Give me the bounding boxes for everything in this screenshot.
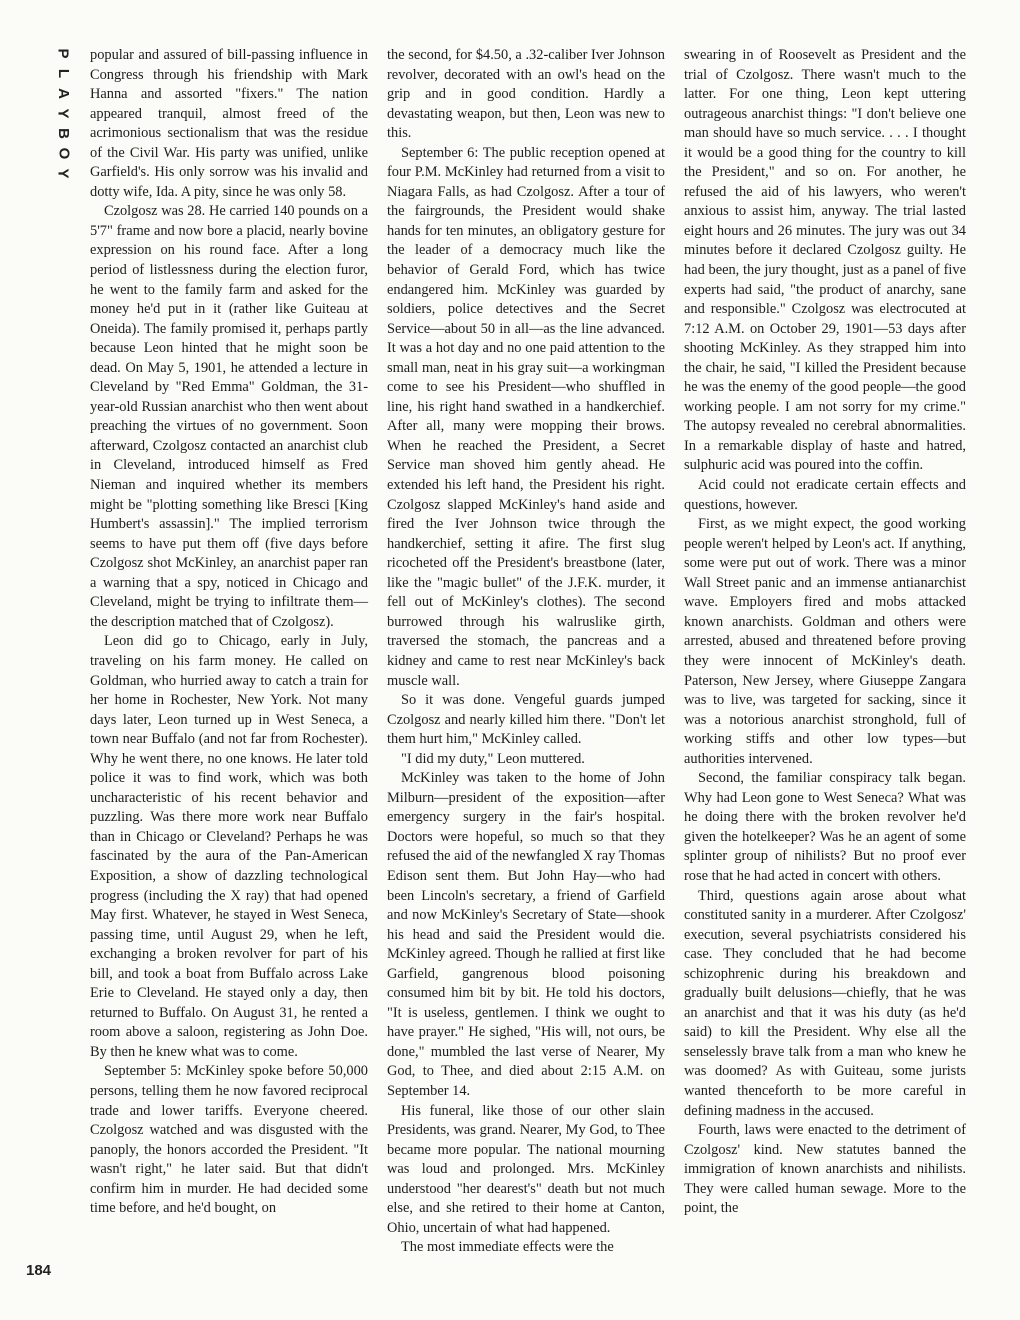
article-column-3 [684, 46, 966, 1219]
paragraph: September 6: The public reception opened at four P.M. McKinley had returned from a visit to Niagara Falls, as had Czolgosz. After a tour of the fairgrounds, the President would shake hands for ten minutes, an obligatory gesture for the leader of a democracy much like the behavior of Gerald Ford, which has twice endangered him. McKinley was guarded by soldiers, police detectives and the Secret Service—about 50 in all—as the line advanced. It was a hot day and no one paid attention to the small man, neat in his gray suit—a workingman come to see his President—who shuffled in line, his right hand swathed in a handkerchief. After all, many were mopping their brows. When he reached the President, a Secret Service man shoved him gently ahead. He extended his left hand, the President his right. Czolgosz slapped McKinley's hand aside and fired the Iver Johnson twice through the handkerchief, setting it afire. The first slug ricocheted off the President's breastbone (later, like the "magic bullet" of the J.F.K. murder, it fell out of McKinley's clothes). The second burrowed through his walruslike girth, traversed the stomach, the pancreas and a kidney and came to rest near McKinley's back muscle wall. [387, 144, 665, 689]
masthead-letter: P [54, 48, 72, 60]
paragraph: popular and assured of bill-passing influence in Congress through his friendship with Mark Hanna and assorted "fixers." The nation appeared tranquil, almost freed of the acrimonious sectionalism that was the residue of the Civil War. His party was unified, unlike Garfield's. His only sorrow was his invalid and dotty wife, Ida. A pity, since he was only 58. [90, 47, 368, 200]
masthead-letter: O [54, 147, 72, 161]
masthead-letter: B [55, 128, 72, 140]
paragraph: swearing in of Roosevelt as President and the trial of Czolgosz. There wasn't much to the latter. For one thing, Leon kept uttering outrageous anarchist things: "I don't believe one man should have so much service. . . . I thought it would be a good thing for the country to kill the President," and so on. For another, he refused the aid of his lawyers, who weren't anxious to assist him, anyway. The trial lasted eight hours and 26 minutes. The jury was out 34 minutes before it declared Czolgosz guilty. He had been, the jury thought, just as a panel of five experts had said, "the product of anarchy, sane and responsible." Czolgosz was electrocuted at 7:12 A.M. on October 29, 1901—53 days after shooting McKinley. As they strapped him into the chair, he said, "I killed the President because he was the enemy of the good people—the good working people. I am not sorry for my crime." The autopsy revealed no cerebral abnormalities. In a remarkable display of haste and hatred, sulphuric acid was poured into the coffin. [684, 47, 966, 474]
masthead-letter: L [54, 68, 72, 80]
paragraph: So it was done. Vengeful guards jumped Czolgosz and nearly killed him there. "Don't let them hurt him," McKinley called. [387, 692, 665, 748]
paragraph: Czolgosz was 28. He carried 140 pounds on a 5'7" frame and now bore a placid, nearly bovine expression on his round face. After a long period of listlessness during the election furor, he went to the family farm and asked for the money he'd put in it (rather like Guiteau at Oneida). The family promised it, perhaps partly because Leon hinted that he might soon be dead. On May 5, 1901, he attended a lecture in Cleveland by "Red Emma" Goldman, the 31-year-old Russian anarchist who then went about preaching the virtues of no government. Soon afterward, Czolgosz contacted an anarchist club in Cleveland, introduced himself as Fred Nieman and inquired whether its members might be "plotting something like Bresci [King Humbert's assassin]." The implied terrorism seems to have put them off (five days before Czolgosz shot McKinley, an anarchist paper ran a warning that a spy, noticed in Chicago and Cleveland, might be trying to infiltrate them—the description matched that of Czolgosz). [90, 203, 368, 630]
paragraph: The most immediate effects were the [401, 1239, 614, 1256]
article-column-2 [387, 46, 665, 1258]
paragraph: First, as we might expect, the good working people weren't helped by Leon's act. If anything, some were put out of work. There was a minor Wall Street panic and an immense antianarchist wave. Employers fired and mobs attacked known anarchists. Goldman and others were arrested, abused and threatened before proving they were innocent of McKinley's death. Paterson, New Jersey, where Giuseppe Zangara was to live, was targeted for sacking, since it was a notorious anarchist stronghold, full of working stiffs and other low types—but authorities intervened. [684, 516, 966, 767]
paragraph: "I did my duty," Leon muttered. [401, 750, 585, 767]
masthead-letter: A [55, 88, 72, 100]
masthead-letter: Y [54, 108, 72, 120]
paragraph: Second, the familiar conspiracy talk began. Why had Leon gone to West Seneca? What was he doing there with the broken revolver he'd given the hotelkeeper? Was he an agent of some splinter group of nihilists? But no proof ever rose that he had acted in concert with others. [684, 770, 966, 884]
paragraph: Third, questions again arose about what constituted sanity in a murderer. After Czolgosz' execution, several psychiatrists considered his case. They concluded that he had become schizophrenic during his breakdown and gradually built delusions—chiefly, that he was an anarchist and that it was his duty (as he'd said) to kill the President. Why else all the senselessly brave talk from a man who knew he was doomed? As with Guiteau, some jurists wanted thenceforth to be more careful in defining madness in the accused. [684, 887, 966, 1119]
paragraph: Fourth, laws were enacted to the detriment of Czolgosz' kind. New statutes banned the immigration of known anarchists and nihilists. They were called human sewage. More to the point, the [684, 1122, 966, 1217]
page-number: 184 [26, 1262, 52, 1279]
paragraph: Acid could not eradicate certain effects and questions, however. [684, 477, 966, 513]
article-column-1 [90, 46, 368, 1219]
paragraph: September 5: McKinley spoke before 50,000 persons, telling them he now favored reciprocal trade and lower tariffs. Everyone cheered. Czolgosz watched and was disgusted with the panoply, the honors accorded the President. "It wasn't right," he later said. But that didn't confirm him in murder. He had decided some time before, and he'd bought, on [90, 1063, 368, 1217]
magazine-masthead [52, 44, 74, 204]
paragraph: the second, for $4.50, a .32-caliber Iver Johnson revolver, decorated with an owl's head on the grip and in good condition. Hardly a devastating weapon, but then, Leon was new to this. [387, 47, 665, 142]
paragraph: His funeral, like those of our other slain Presidents, was grand. Nearer, My God, to Thee became more popular. The national mourning was loud and prolonged. Mrs. McKinley understood "her dearest's" death but not much else, and she retired to their home at Canton, Ohio, uncertain of what had happened. [387, 1102, 665, 1236]
paragraph: Leon did go to Chicago, early in July, traveling on his farm money. He called on Goldman, who hurried away to catch a train for her home in Rochester, New York. Not many days later, Leon turned up in West Seneca, a town near Buffalo (and not far from Rochester). Why he went there, no one knows. He later told police it was to find work, which was both uncharacteristic of his recent behavior and puzzling. Was there more work near Buffalo than in Chicago or Cleveland? Perhaps he was fascinated by the aura of the Pan-American Exposition, a show of dazzling technological progress (including the X ray) that had opened May first. Whatever, he stayed in West Seneca, passing time, until August 29, when he left, exchanging a broken revolver for part of his bill, and took a boat from Buffalo across Lake Erie to Cleveland. He stayed only a day, then returned to Buffalo. On August 31, he rented a room above a saloon, registering as John Doe. By then he knew what was to come. [90, 633, 368, 1060]
masthead-letter: Y [54, 168, 72, 180]
paragraph: McKinley was taken to the home of John Milburn—president of the exposition—after emergency surgery in the fair's hospital. Doctors were hopeful, so much so that they refused the aid of the newfangled X ray Thomas Edison sent them. But John Hay—who had been Lincoln's secretary, a friend of Garfield and now McKinley's Secretary of State—shook his head and said the President would die. McKinley agreed. Though he rallied at first like Garfield, gangrenous blood poisoning consumed him bit by bit. He told his doctors, "It is useless, gentlemen. I think we ought to have prayer." He sighed, "His will, not ours, be done," mumbled the last verse of Nearer, My God, to Thee, and died about 2:15 A.M. on September 14. [387, 770, 665, 1099]
